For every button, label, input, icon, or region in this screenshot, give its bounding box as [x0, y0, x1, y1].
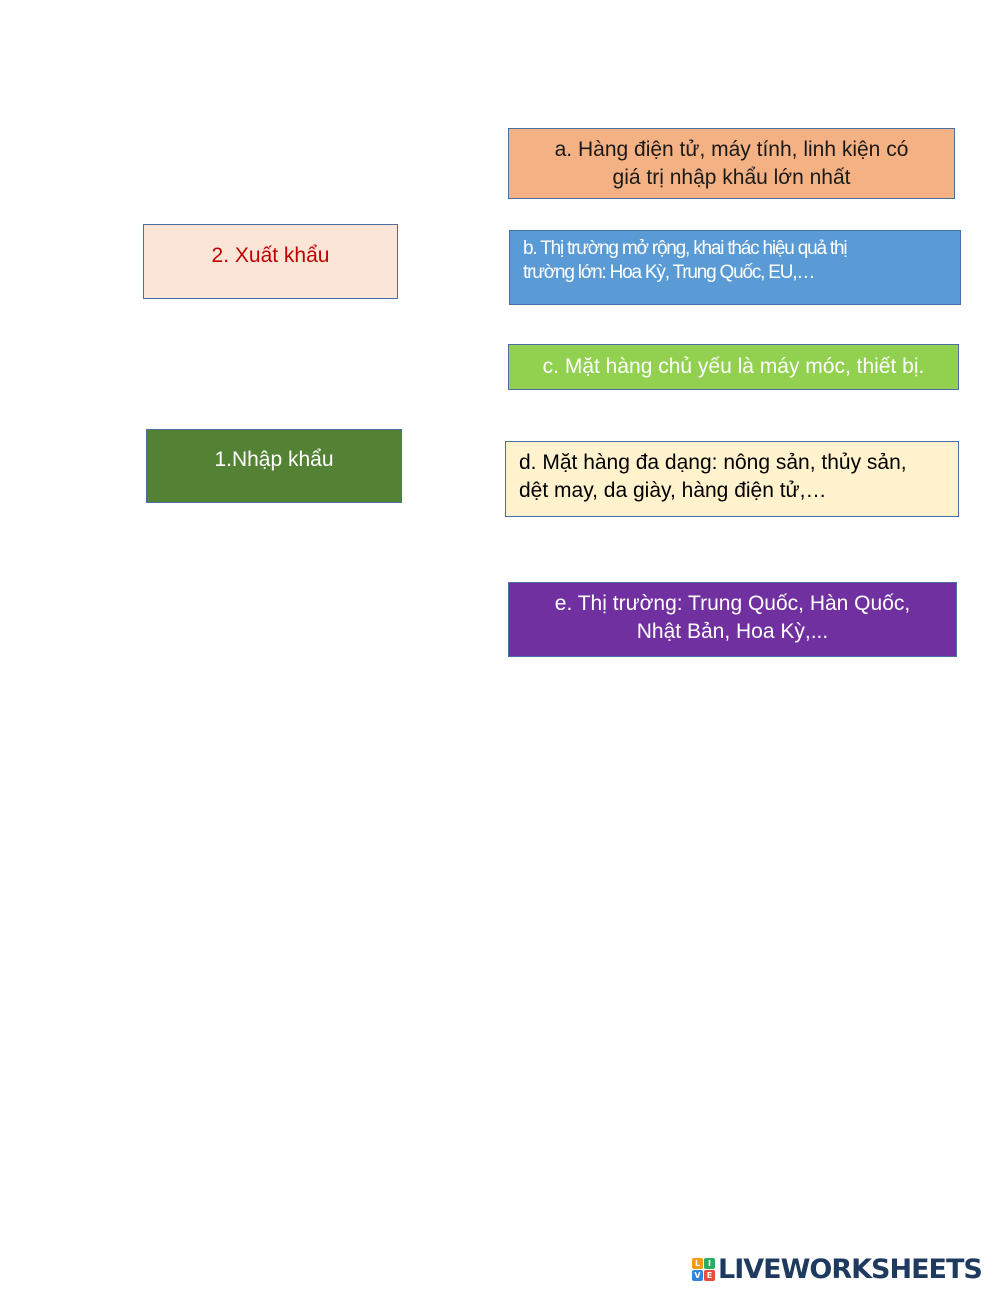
option-d-text: d. Mặt hàng đa dạng: nông sản, thủy sản, dệt may, da giày, hàng điện tử,…	[519, 451, 907, 502]
live-blocks-icon: L I V E	[692, 1258, 715, 1281]
import-drop-target[interactable]	[146, 429, 402, 503]
option-b-card[interactable]	[509, 230, 961, 305]
option-e-text: e. Thị trường: Trung Quốc, Hàn Quốc, Nhật Bản, Hoa Kỳ,...	[554, 592, 911, 643]
option-c-text: c. Mặt hàng chủ yếu là máy móc, thiết bị.	[542, 355, 925, 378]
export-drop-target[interactable]	[143, 224, 398, 299]
export-label: 2. Xuất khẩu	[211, 244, 330, 267]
option-a-text: a. Hàng điện tử, máy tính, linh kiện có giá trị nhập khẩu lớn nhất	[554, 137, 909, 189]
option-a-card[interactable]	[508, 128, 955, 199]
import-label: 1.Nhập khẩu	[214, 448, 334, 471]
brand-wordmark: LIVEWORKSHEETS	[718, 1253, 982, 1285]
option-b-text: b. Thị trường mở rộng, khai thác hiệu quả thị trường lớn: Hoa Kỳ, Trung Quốc, EU,…	[523, 238, 847, 283]
liveworksheets-logo	[692, 1254, 982, 1284]
option-c-card[interactable]	[508, 344, 959, 390]
option-e-card[interactable]	[508, 582, 957, 657]
option-d-card[interactable]	[505, 441, 959, 517]
